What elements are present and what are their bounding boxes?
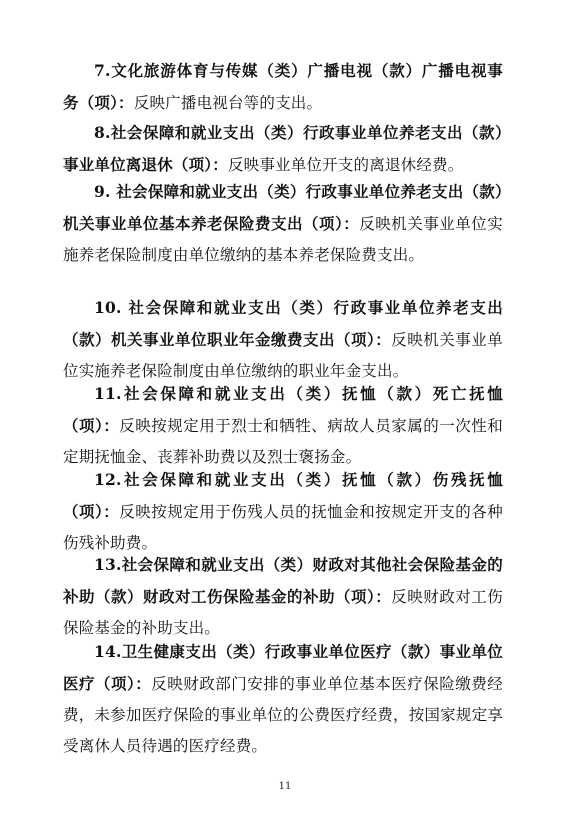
- paragraph-11-body: 反映按规定用于烈士和牺牲、病故人员家属的一次性和定期抚恤金、丧葬补助费以及烈士褒扬金。: [63, 417, 503, 466]
- paragraph-10-heading: 10. 社会保障和就业支出（类）行政事业单位养老支出（款）机关事业单位职业年金缴费支出（项）：: [63, 298, 503, 349]
- paragraph-7-heading: 7.文化旅游体育与传媒（类）广播电视（款）广播电视事务（项）：: [63, 61, 503, 112]
- paragraph-13-body: 反映财政对工伤保险基金的补助支出。: [63, 588, 504, 637]
- paragraph-9-heading: 9. 社会保障和就业支出（类）行政事业单位养老支出（款）机关事业单位基本养老保险费支出（项）：: [63, 182, 503, 233]
- paragraph-9: [63, 176, 503, 271]
- paragraph-8-body: 反映事业单位开支的离退休经费。: [227, 156, 464, 174]
- paragraph-7-body: 反映广播电视台等的支出。: [133, 94, 323, 112]
- paragraph-11-heading: 11.社会保障和就业支出（类）抚恤（款）死亡抚恤（项）：: [63, 384, 503, 435]
- paragraph-9-body: 反映机关事业单位实施养老保险制度由单位缴纳的基本养老保险费支出。: [63, 215, 503, 264]
- paragraph-13: [63, 549, 503, 644]
- paragraph-7: [63, 55, 503, 119]
- paragraph-11: [63, 378, 503, 473]
- paragraph-14-body: 反映财政部门安排的事业单位基本医疗保险缴费经费，未参加医疗保险的事业单位的公费医疗经费，按国家规定享受离休人员待遇的医疗经费。: [63, 675, 503, 755]
- paragraph-10: [63, 292, 503, 387]
- paragraph-8: [63, 117, 503, 181]
- paragraph-12: [63, 464, 503, 559]
- paragraph-12-heading: 12.社会保障和就业支出（类）抚恤（款）伤残抚恤（项）：: [63, 470, 503, 521]
- paragraph-14-heading: 14.卫生健康支出（类）行政事业单位医疗（款）事业单位医疗（项）：: [63, 642, 503, 693]
- page-number: 11: [278, 781, 292, 792]
- paragraph-12-body: 反映按规定用于伤残人员的抚恤金和按规定开支的各种伤残补助费。: [63, 503, 503, 552]
- paragraph-8-heading: 8.社会保障和就业支出（类）行政事业单位养老支出（款）事业单位离退休（项）：: [63, 123, 503, 174]
- paragraph-10-body: 反映机关事业单位实施养老保险制度由单位缴纳的职业年金支出。: [63, 331, 504, 380]
- paragraph-14: [63, 636, 503, 762]
- paragraph-13-heading: 13.社会保障和就业支出（类）财政对其他社会保险基金的补助（款）财政对工伤保险基金的补助（项）：: [63, 555, 503, 606]
